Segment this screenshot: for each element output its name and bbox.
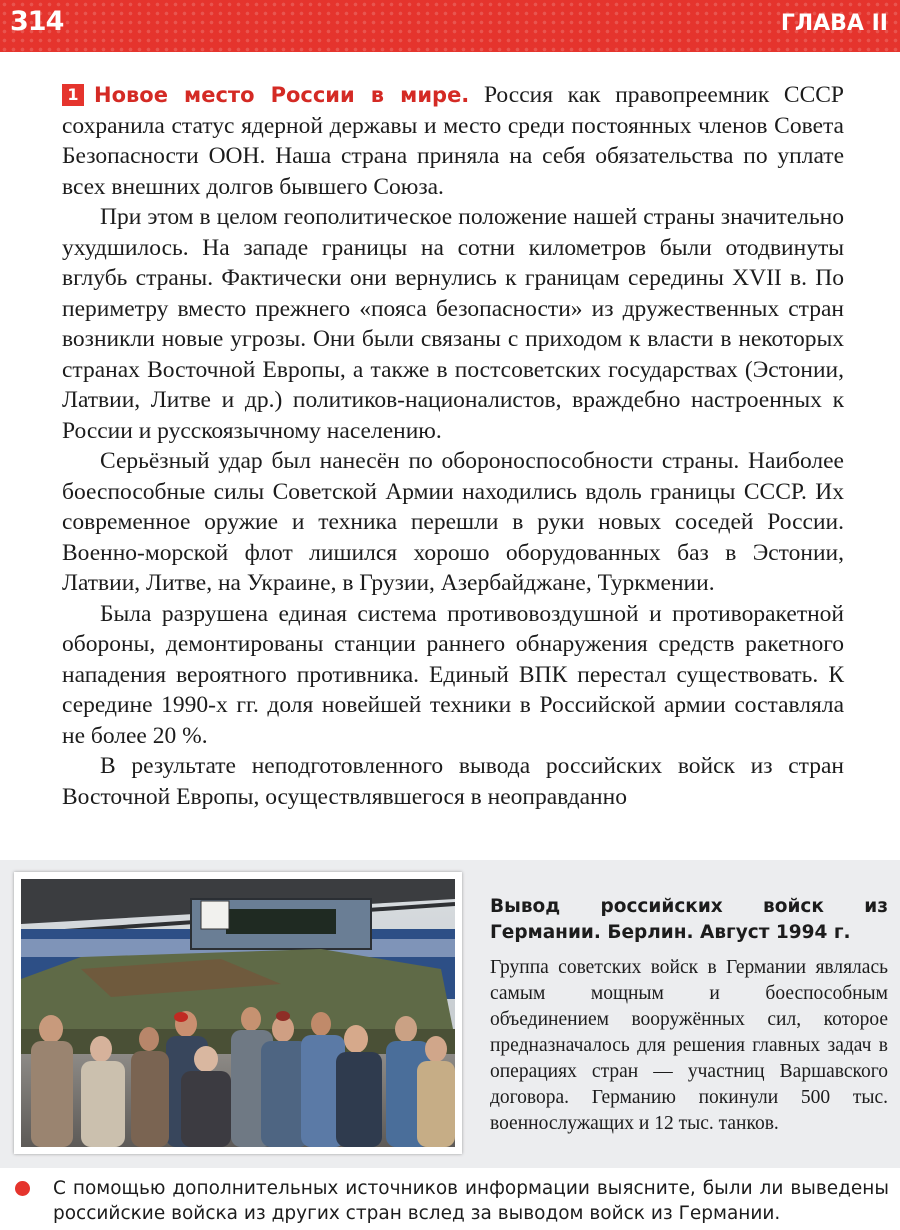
paragraph-2: При этом в целом геополитическое положение нашей страны значительно ухудшилось. На западе границы на сотни километров были отодвинуты вглубь страны. Фактически они вернулись к границам середины XVII в. По периметру вместо прежнего «пояса безопасности» из дружественных стран возникли новые угрозы. Они были связаны с приходом к власти в некоторых странах Восточной Европы, а также в постсоветских государствах (Эстонии, Латвии, Литве и др.) политиков-националистов, враждебно настроенных к России и русскоязычному населению.	[62, 204, 844, 444]
paragraph-1	[62, 80, 844, 202]
photo-illustration	[21, 879, 455, 1147]
paragraph-text: Россия как правопреемник СССР сохранила статус ядерной державы и место среди постоянных членов Совета Безопасности ООН. Наша страна приняла на себя обязательства по уплате всех внешних долгов бывшего Союза.	[62, 82, 844, 200]
paragraph-4: Была разрушена единая система противовоздушной и противоракетной обороны, демонтированы станции раннего обнаружения средств ракетного нападения вероятного противника. Единый ВПК перестал существовать. К середине 1990-х гг. доля новейшей техники в Российской армии составляла не более 20 %.	[62, 600, 844, 749]
chapter-label: ГЛАВА II	[780, 11, 888, 36]
photo	[14, 872, 462, 1154]
section-number-badge: 1	[62, 84, 84, 106]
figure-band	[0, 860, 900, 1168]
page-header	[0, 0, 900, 52]
page-number: 314	[10, 6, 64, 37]
caption-body: Группа советских войск в Германии являлась самым мощным и боеспособным объединением вооружённых сил, которое предназначалось для решения главных задач в операциях стран — участниц Варшавского договора. Германию покинули 500 тыс. военнослужащих и 12 тыс. танков.	[490, 957, 888, 1134]
task-bullet-icon	[15, 1181, 30, 1196]
paragraph-5: В результате неподготовленного вывода российских войск из стран Восточной Европы, осуществлявшегося в неоправданно	[62, 753, 844, 810]
caption-title: Вывод российских войск из Германии. Берлин. Август 1994 г.	[490, 896, 888, 943]
main-text	[62, 80, 844, 812]
section-title: Новое место России в мире.	[94, 83, 470, 107]
task-question: С помощью дополнительных источников информации выясните, были ли выведены российские войска из других стран вслед за выводом войск из Германии.	[53, 1178, 889, 1224]
figure-caption	[490, 894, 888, 1137]
paragraph-3: Серьёзный удар был нанесён по обороноспособности страны. Наиболее боеспособные силы Советской Армии находились вдоль границы СССР. Их современное оружие и техника перешли в руки новых соседей России. Военно-морской флот лишился хорошо оборудованных баз в Эстонии, Латвии, Литве, на Украине, в Грузии, Азербайджане, Туркмении.	[62, 448, 844, 596]
